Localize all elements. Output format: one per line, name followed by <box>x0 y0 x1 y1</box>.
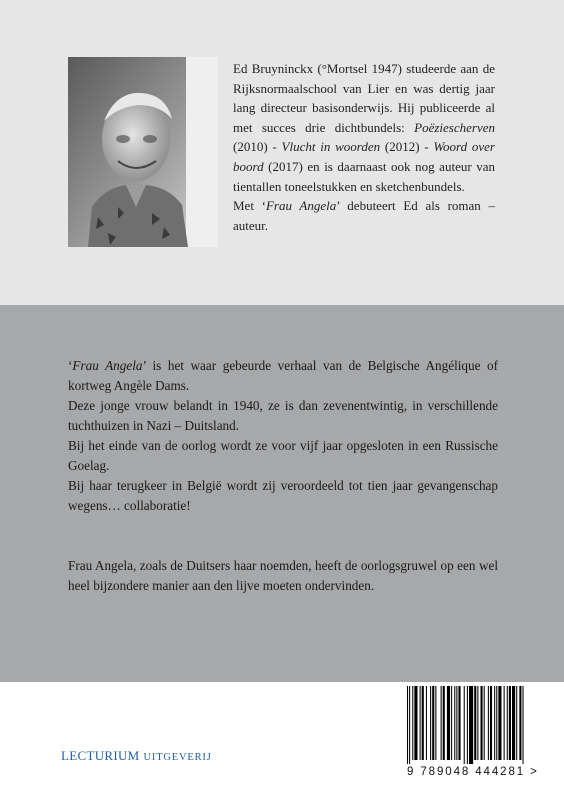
barcode-bar <box>414 686 417 760</box>
author-bio <box>233 59 495 235</box>
barcode-bar <box>435 686 436 760</box>
barcode-bar <box>504 686 505 760</box>
blurb-paragraph-4: Bij haar terugkeer in België wordt zij veroordeeld tot tien jaar gevangenschap wegens… collaboratie! <box>68 478 498 513</box>
barcode-bar <box>481 686 483 760</box>
blurb-paragraph-2: Deze jonge vrouw belandt in 1940, ze is dan zevenentwintig, in verschillende tuchthuizen in Nazi – Duitsland. <box>68 398 498 433</box>
barcode-bar <box>458 686 460 760</box>
barcode-bar <box>447 686 450 760</box>
book-blurb <box>68 356 498 596</box>
barcode-bars <box>401 684 563 766</box>
author-photo <box>68 57 218 247</box>
isbn-number: 9 789048 444281 > <box>407 766 539 778</box>
barcode-bar <box>488 686 489 760</box>
blurb-paragraph-1: ‘Frau Angela’ is het waar gebeurde verhaal van de Belgische Angélique of kortweg Angèle Dams. <box>68 358 499 393</box>
barcode-bar <box>469 686 473 764</box>
barcode-bar <box>498 686 501 760</box>
barcode-bar <box>490 686 492 760</box>
barcode-bar <box>432 686 434 760</box>
barcode-bar <box>456 686 457 760</box>
publisher-brand: LECTURIUM <box>61 748 140 763</box>
blurb-paragraph-5: Frau Angela, zoals de Duitsers haar noemden, heeft de oorlogsgruwel op een wel heel bijzondere manier aan den lijve moeten ondervinden. <box>68 558 498 593</box>
barcode-bar <box>477 686 478 760</box>
barcode-bar <box>409 686 410 764</box>
barcode-bar <box>494 686 495 760</box>
barcode-bar <box>507 686 508 760</box>
barcode-bar <box>441 686 442 760</box>
barcode-bar <box>426 686 427 760</box>
barcode-bar <box>443 686 445 760</box>
barcode-bar <box>420 686 421 760</box>
bio-paragraph-1: Ed Bruyninckx (°Mortsel 1947) studeerde aan de Rijksnormaalschool van Lier en was dertig jaar lang directeur basisonderwijs. Hij publiceerde al met succes drie dichtbundels: Poëziescherven (2010) - Vlucht in woorden (2012) - Woord over boord (2017) en is daarnaast ook nog auteur van tientallen toneelstukken en sketchenbundels. <box>233 61 495 194</box>
barcode-bar <box>407 686 408 764</box>
barcode-bar <box>484 686 485 760</box>
barcode-bar <box>430 686 431 760</box>
barcode-bar <box>509 686 511 760</box>
barcode-bar <box>523 686 524 764</box>
blurb-paragraph-3: Bij het einde van de oorlog wordt ze voor vijf jaar opgesloten in een Russische Goelag. <box>68 438 498 473</box>
barcode-bar <box>422 686 424 760</box>
barcode-bar <box>451 686 452 760</box>
barcode-bar <box>516 686 517 760</box>
barcode-bar <box>464 686 465 764</box>
barcode-bar <box>519 686 521 760</box>
publisher-logo <box>61 748 212 764</box>
barcode-bar <box>496 686 497 760</box>
publisher-sub: UITGEVERIJ <box>143 752 212 763</box>
barcode-bar <box>454 686 455 760</box>
barcode-bar <box>474 686 476 760</box>
barcode-bar <box>412 686 413 760</box>
barcode-bar <box>512 686 515 760</box>
barcode <box>401 684 563 800</box>
barcode-bar <box>467 686 468 764</box>
bio-paragraph-2: Met ‘Frau Angela’ debuteert Ed als roman – auteur. <box>233 198 495 233</box>
